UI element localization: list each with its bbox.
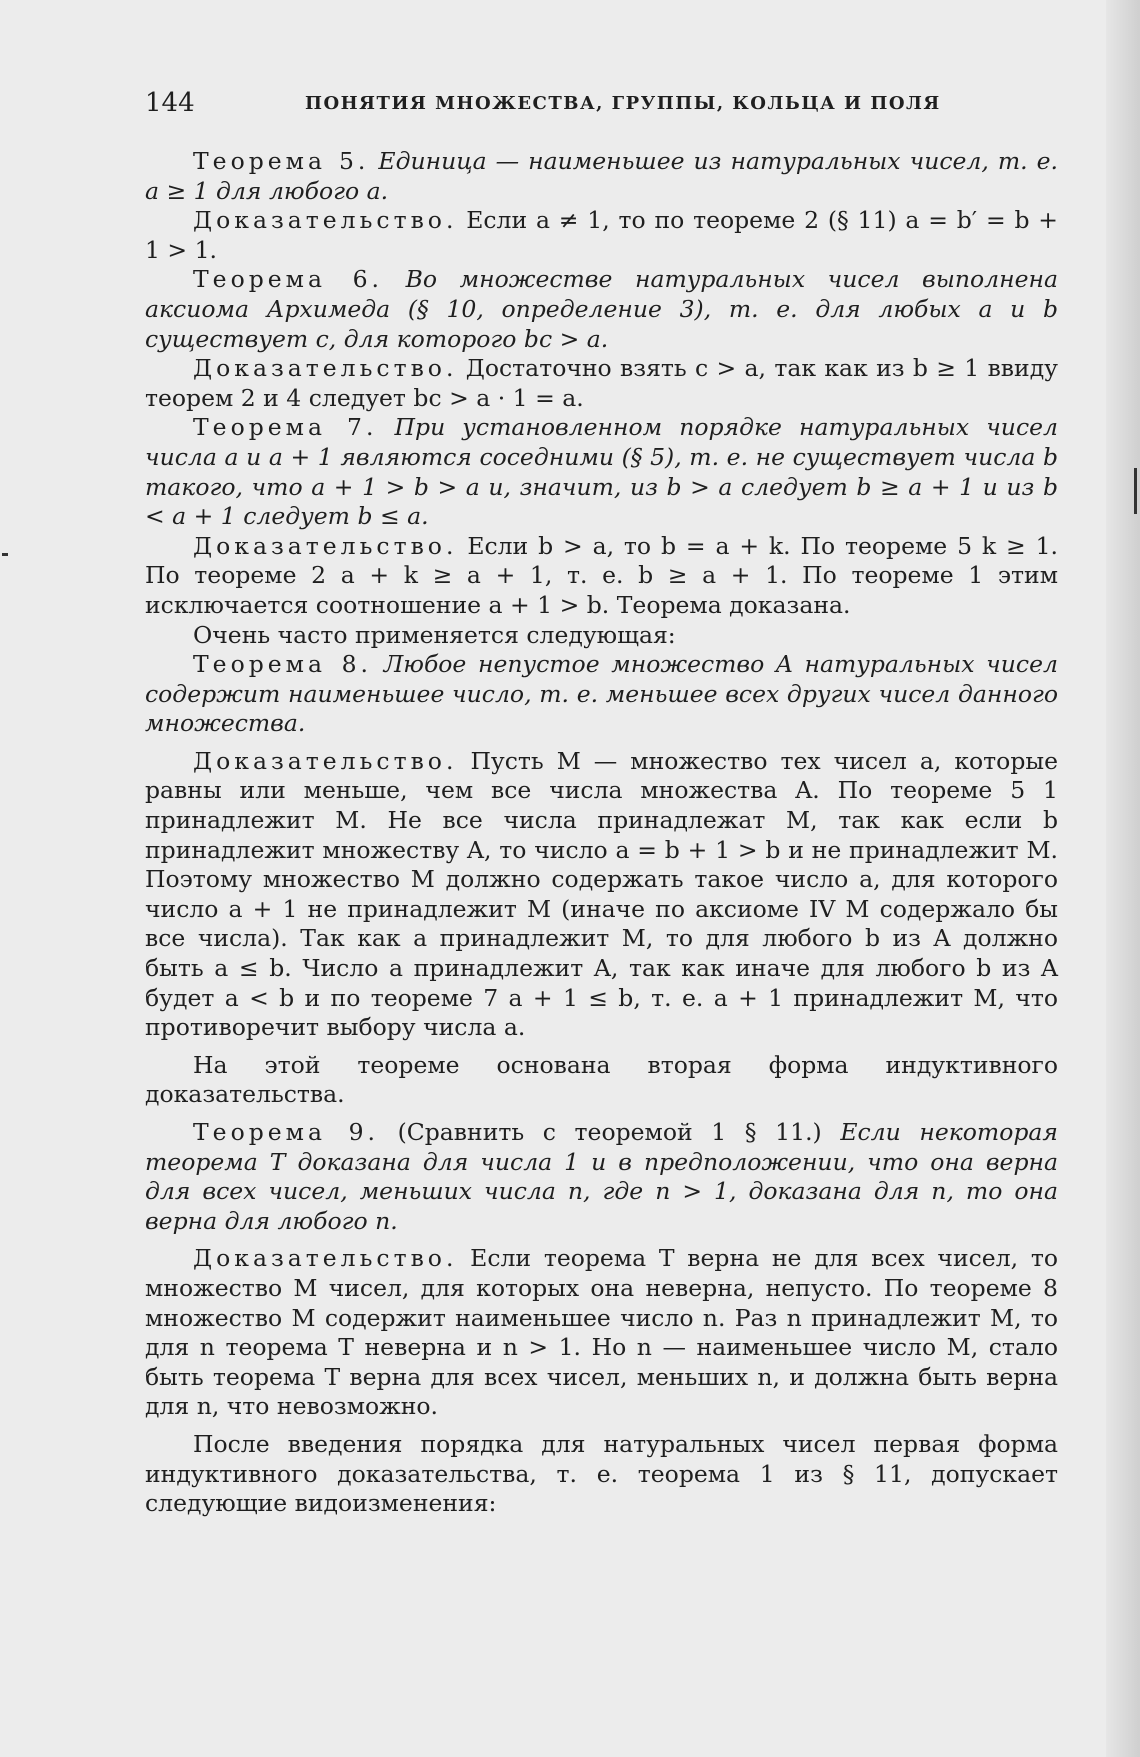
scan-mark-right (1134, 468, 1137, 514)
theorem-6: Теорема 6. Во множестве натуральных чисел выполнена аксиома Архимеда (§ 10, определение 3), т. е. для любых a и b существует c, для которого bc > a. (145, 265, 1058, 353)
proof-theorem-9: Доказательство. Если теорема T верна не для всех чисел, то множество M чисел, для которых она неверна, непусто. По теореме 8 множество M содержит наименьшее число n. Раз n принадлежит M, то для n теорема T неверна и n > 1. Но n — наименьшее число M, стало быть теорема T верна для всех чисел, меньших n, и должна быть верна для n, что невозможно. (145, 1244, 1058, 1421)
closing-paragraph: После введения порядка для натуральных чисел первая форма индуктивного доказательства, т. е. теорема 1 из § 11, допускает следующие видоизменения: (145, 1429, 1058, 1518)
page-body (145, 147, 1058, 1519)
page-edge-shadow (1106, 0, 1140, 1757)
proof-theorem-5: Доказательство. Если a ≠ 1, то по теореме 2 (§ 11) a = b′ = b + 1 > 1. (145, 206, 1058, 264)
proof-theorem-7: Доказательство. Если b > a, то b = a + k. По теореме 5 k ≥ 1. По теореме 2 a + k ≥ a + 1, т. е. b ≥ a + 1. По теореме 1 этим исключается соотношение a + 1 > b. Теорема доказана. (145, 531, 1058, 619)
page-header (145, 88, 1060, 128)
theorem-7: Теорема 7. При установленном порядке натуральных чисел числа a и a + 1 являются соседними (§ 5), т. е. не существует числа b такого, что a + 1 > b > a и, значит, из b > a следует b ≥ a + 1 и из b < a + 1 следует b ≤ a. (145, 413, 1058, 531)
theorem-9: Теорема 9. (Сравнить с теоремой 1 § 11.) Если некоторая теорема T доказана для числа 1 и в предположении, что она верна для всех чисел, меньших числа n, где n > 1, доказана для n, то она верна для любого n. (145, 1118, 1058, 1235)
scan-mark-left (2, 553, 8, 556)
intro-theorem-8: Очень часто применяется следующая: (193, 620, 676, 649)
theorem-5: Теорема 5. Единица — наименьшее из натуральных чисел, т. е. a ≥ 1 для любого a. (145, 147, 1058, 205)
proof-theorem-8: Доказательство. Пусть M — множество тех чисел a, которые равны или меньше, чем все числа множества A. По теореме 5 1 принадлежит M. Не все числа принадлежат M, так как если b принадлежит множеству A, то число a = b + 1 > b и не принадлежит M. Поэтому множество M должно содержать такое число a, для которого число a + 1 не принадлежит M (иначе по аксиоме IV M содержало бы все числа). Так как a принадлежит M, то для любого b из A должно быть a ≤ b. Число a принадлежит A, так как иначе для любого b из A будет a < b и по теореме 7 a + 1 ≤ b, т. е. a + 1 принадлежит M, что противоречит выбору числа a. (145, 746, 1058, 1042)
running-title: ПОНЯТИЯ МНОЖЕСТВА, ГРУППЫ, КОЛЬЦА И ПОЛЯ (305, 93, 941, 114)
theorem-8: Теорема 8. Любое непустое множество A натуральных чисел содержит наименьшее число, т. е. меньшее всех других чисел данного множества. (145, 650, 1058, 738)
proof-theorem-6: Доказательство. Достаточно взять c > a, так как из b ≥ 1 ввиду теорем 2 и 4 следует bc > a · 1 = a. (145, 354, 1058, 412)
page-number: 144 (145, 88, 195, 118)
remark-induction: На этой теореме основана вторая форма индуктивного доказательства. (145, 1050, 1058, 1109)
